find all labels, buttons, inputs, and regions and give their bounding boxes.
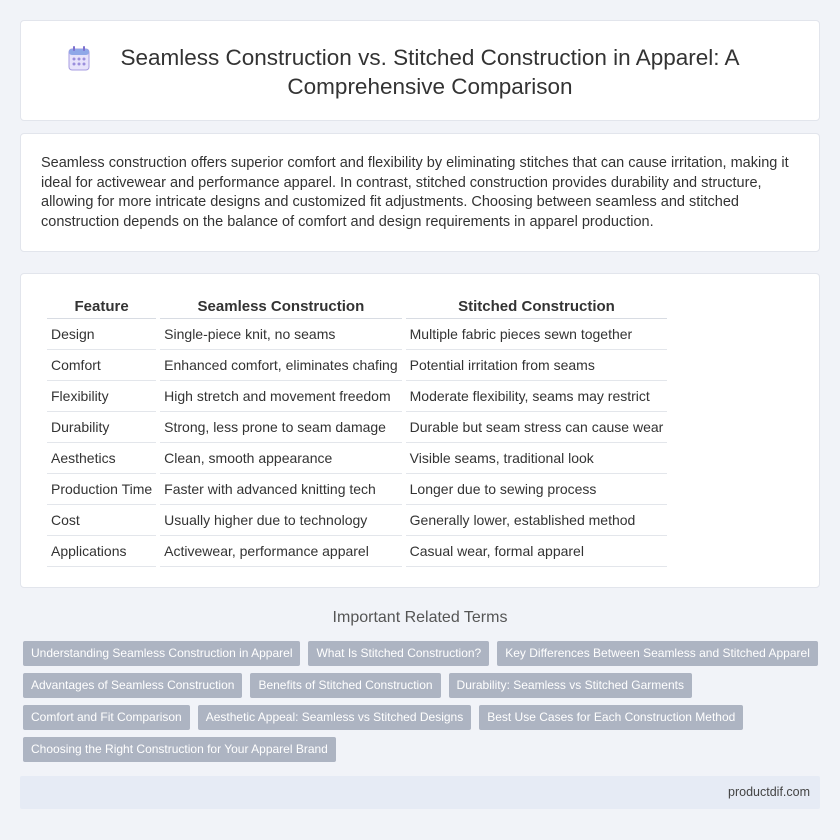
table-cell: Applications [47,536,156,567]
table-cell: Casual wear, formal apparel [406,536,668,567]
table-cell: Durability [47,412,156,443]
related-term-tag[interactable]: What Is Stitched Construction? [308,641,489,666]
table-cell: Enhanced comfort, eliminates chafing [160,350,401,381]
comparison-table [43,295,671,567]
header-stitched: Stitched Construction [406,295,668,319]
related-term-tag[interactable]: Benefits of Stitched Construction [250,673,440,698]
intro-text: Seamless construction offers superior comfort and flexibility by eliminating stitches that can cause irritation, making it ideal for activewear and performance apparel. In contrast, stitched construction provides durability and structure, allowing for more intricate designs and customized fit adjustments. Choosing between seamless and stitched construction depends on the balance of comfort and design requirements in apparel production. [41,155,789,230]
table-cell: High stretch and movement freedom [160,381,401,412]
table-row [47,536,667,567]
table-row [47,505,667,536]
page-title: Seamless Construction vs. Stitched Construction in Apparel: A Comprehensive Comparison [120,45,740,99]
table-header-row [47,295,667,319]
related-term-tag[interactable]: Choosing the Right Construction for Your Apparel Brand [23,737,336,762]
table-cell: Strong, less prone to seam damage [160,412,401,443]
table-row [47,412,667,443]
footer [20,776,820,809]
related-terms-list [23,641,823,769]
related-term-tag[interactable]: Key Differences Between Seamless and Stitched Apparel [497,641,818,666]
tag-row [23,641,823,673]
table-row [47,381,667,412]
table-row [47,443,667,474]
tag-row [23,737,823,769]
table-cell: Aesthetics [47,443,156,474]
table-cell: Activewear, performance apparel [160,536,401,567]
table-cell: Faster with advanced knitting tech [160,474,401,505]
related-term-tag[interactable]: Aesthetic Appeal: Seamless vs Stitched Designs [198,705,471,730]
related-terms-title: Important Related Terms [332,609,508,626]
header-seamless: Seamless Construction [160,295,401,319]
related-term-tag[interactable]: Understanding Seamless Construction in Apparel [23,641,300,666]
table-cell: Generally lower, established method [406,505,668,536]
table-row [47,350,667,381]
table-cell: Design [47,319,156,350]
footer-site: productdif.com [728,785,810,799]
table-cell: Visible seams, traditional look [406,443,668,474]
related-term-tag[interactable]: Comfort and Fit Comparison [23,705,190,730]
comparison-table-card [20,273,820,588]
table-row [47,319,667,350]
table-cell: Moderate flexibility, seams may restrict [406,381,668,412]
header-feature: Feature [47,295,156,319]
table-cell: Production Time [47,474,156,505]
table-cell: Potential irritation from seams [406,350,668,381]
table-cell: Clean, smooth appearance [160,443,401,474]
table-cell: Durable but seam stress can cause wear [406,412,668,443]
header-card [20,20,820,121]
table-cell: Flexibility [47,381,156,412]
tag-row [23,673,823,705]
table-cell: Comfort [47,350,156,381]
table-cell: Cost [47,505,156,536]
table-row [47,474,667,505]
tag-row [23,705,823,737]
table-cell: Usually higher due to technology [160,505,401,536]
intro-card [20,133,820,252]
related-term-tag[interactable]: Best Use Cases for Each Construction Method [479,705,743,730]
table-cell: Single-piece knit, no seams [160,319,401,350]
related-term-tag[interactable]: Durability: Seamless vs Stitched Garments [449,673,692,698]
related-term-tag[interactable]: Advantages of Seamless Construction [23,673,242,698]
table-cell: Longer due to sewing process [406,474,668,505]
table-cell: Multiple fabric pieces sewn together [406,319,668,350]
